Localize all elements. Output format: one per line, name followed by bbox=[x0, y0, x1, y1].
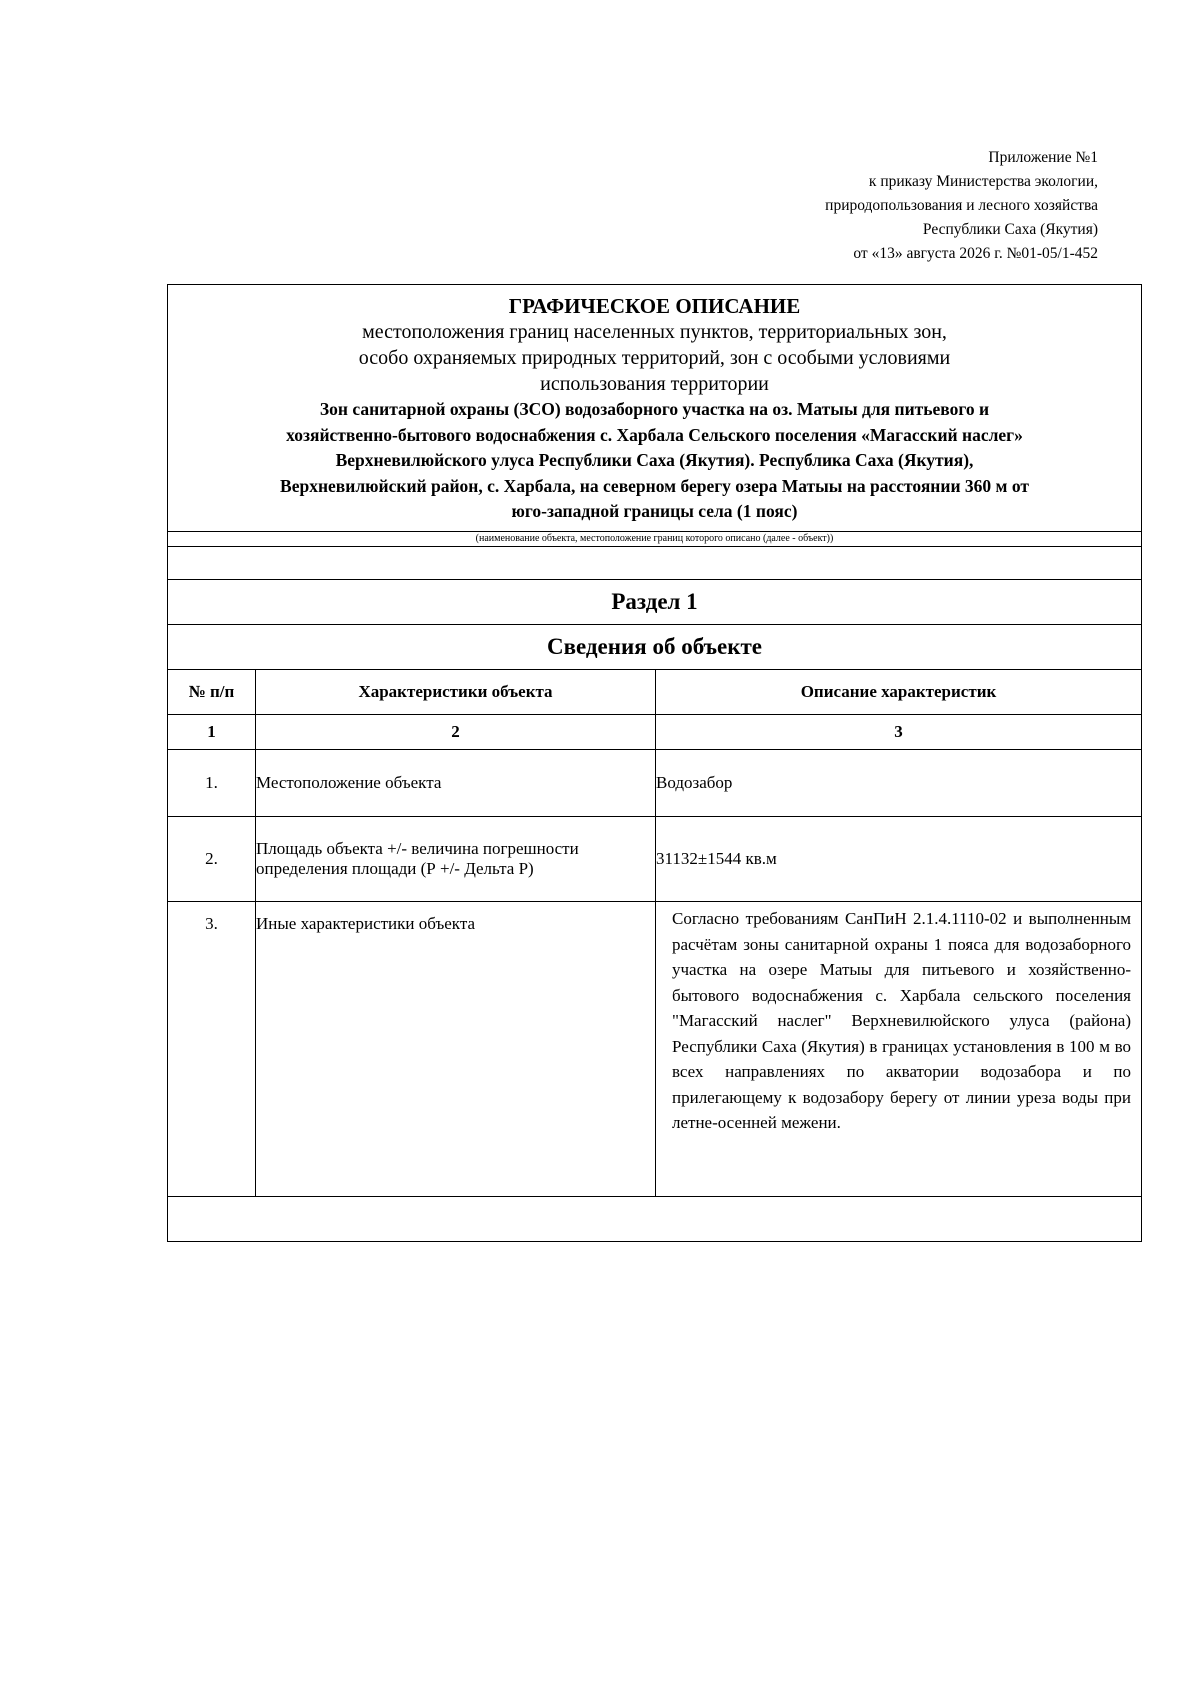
title-sub-line-2: особо охраняемых природных территорий, зон с особыми условиями bbox=[358, 347, 951, 370]
header-num: № п/п bbox=[168, 670, 256, 715]
object-name-line-1: Зон санитарной охраны (ЗСО) водозаборного участка на оз. Матыы для питьевого и bbox=[319, 399, 990, 420]
annex-line-3: природопользования и лесного хозяйства bbox=[825, 197, 1098, 214]
title-sub-line-3: использования территории bbox=[540, 373, 769, 396]
row-number: 3. bbox=[168, 902, 256, 1197]
object-name-line-5: юго-западной границы села (1 пояс) bbox=[511, 501, 798, 522]
annex-line-4: Республики Саха (Якутия) bbox=[922, 221, 1098, 238]
table-row bbox=[168, 817, 1142, 902]
annex-line-2: к приказу Министерства экологии, bbox=[868, 173, 1098, 190]
title-block bbox=[168, 285, 1142, 532]
document-title: ГРАФИЧЕСКОЕ ОПИСАНИЕ bbox=[508, 294, 801, 319]
empty-row bbox=[168, 547, 1142, 580]
annex-line-5: от «13» августа 2026 г. №01-05/1-452 bbox=[853, 245, 1098, 262]
table-row bbox=[168, 902, 1142, 1197]
row-number: 2. bbox=[168, 817, 256, 902]
header-characteristic: Характеристики объекта bbox=[256, 670, 656, 715]
section-subtitle: Сведения об объекте bbox=[168, 625, 1142, 670]
object-name-line-2: хозяйственно-бытового водоснабжения с. Харбала Сельского поселения «Магасский наслег» bbox=[286, 424, 1023, 445]
column-number-1: 1 bbox=[168, 715, 256, 750]
table-header-row bbox=[168, 670, 1142, 715]
table-row bbox=[168, 750, 1142, 817]
annex-header bbox=[825, 146, 1098, 266]
object-name-line-3: Верхневилюйского улуса Республики Саха (Якутия). Республика Саха (Якутия), bbox=[335, 450, 974, 471]
column-number-2: 2 bbox=[256, 715, 656, 750]
header-description: Описание характеристик bbox=[656, 670, 1142, 715]
column-number-row bbox=[168, 715, 1142, 750]
row-characteristic: Иные характеристики объекта bbox=[256, 902, 656, 1197]
row-description: Согласно требованиям СанПиН 2.1.4.1110-02 и выполненным расчётам зоны санитарной охраны 1 пояса для водозаборного участка на озере Матыы для питьевого и хозяйственно-бытового водоснабжения с. Харбала сельского поселения "Магасский наслег" Верхневилюйского улуса (района) Республики Саха (Якутия) в границах установления в 100 м во всех направлениях по акватории водозабора и по прилегающему к водозабору берегу от линии уреза воды при летне-осенней межени. bbox=[656, 902, 1142, 1197]
row-number: 1. bbox=[168, 750, 256, 817]
row-description: 31132±1544 кв.м bbox=[656, 817, 1142, 902]
row-characteristic: Местоположение объекта bbox=[256, 750, 656, 817]
object-name-line-4: Верхневилюйский район, с. Харбала, на северном берегу озера Матыы на расстоянии 360 м от bbox=[280, 475, 1029, 496]
annex-line-1: Приложение №1 bbox=[988, 149, 1098, 166]
row-description: Водозабор bbox=[656, 750, 1142, 817]
section-title: Раздел 1 bbox=[168, 580, 1142, 625]
column-number-3: 3 bbox=[656, 715, 1142, 750]
title-sub-line-1: местоположения границ населенных пунктов, территориальных зон, bbox=[362, 321, 947, 344]
row-characteristic: Площадь объекта +/- величина погрешности определения площади (Р +/- Дельта Р) bbox=[256, 817, 656, 902]
graphic-description-table bbox=[167, 284, 1142, 1242]
object-name-note: (наименование объекта, местоположение границ которого описано (далее - объект)) bbox=[168, 532, 1142, 547]
empty-footer-row bbox=[168, 1197, 1142, 1242]
